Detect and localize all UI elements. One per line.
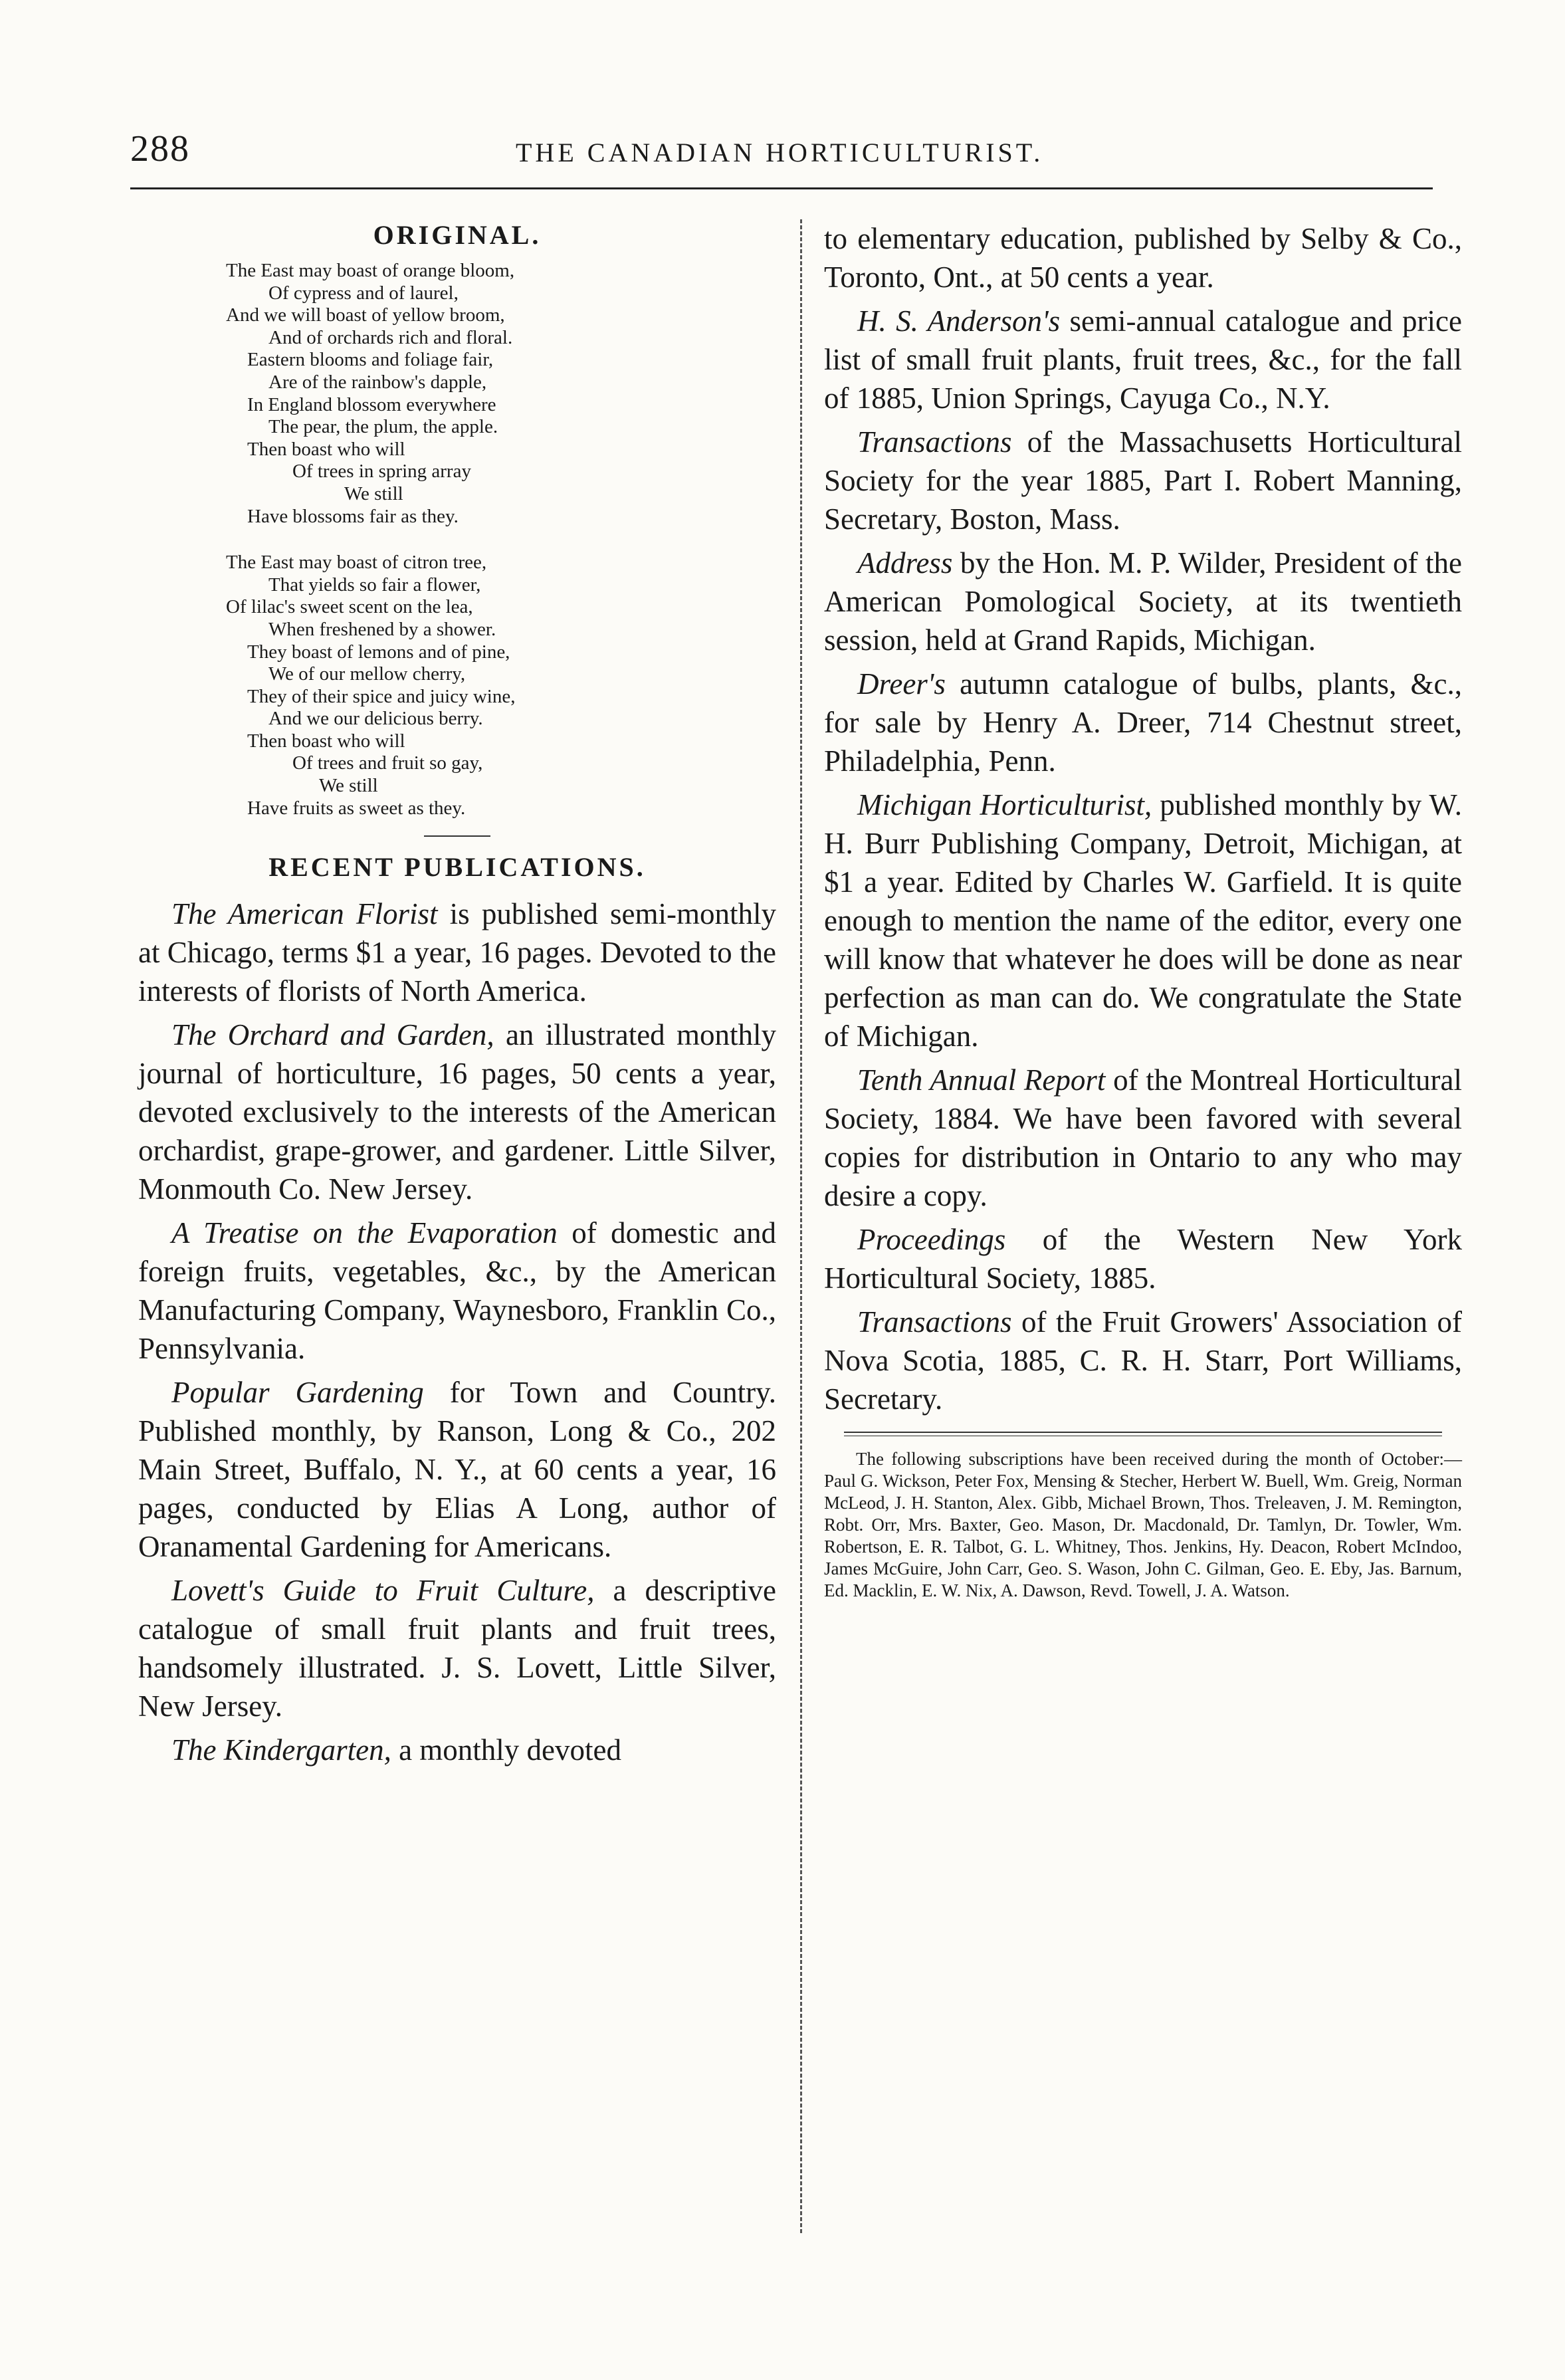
publication-text: autumn catalogue of bulbs, plants, &c., for sale by Henry A. Dreer, 714 Chestnut street, Philadelphia, Penn. xyxy=(824,667,1462,778)
publication-entry xyxy=(824,1303,1462,1418)
publication-entry-continued xyxy=(824,219,1462,296)
section-rule xyxy=(424,835,490,837)
poem-line: Then boast who will xyxy=(247,730,405,752)
publication-title: A Treatise on the Evaporation xyxy=(171,1216,558,1250)
publication-entry xyxy=(824,786,1462,1055)
page-header xyxy=(130,128,1433,181)
publication-title: H. S. Anderson's xyxy=(857,304,1061,338)
poem-line: And we our delicious berry. xyxy=(268,708,483,730)
poem-stanza-1 xyxy=(138,260,776,528)
publication-text: by the Hon. M. P. Wilder, President of the American Pomological Society, at its twentieth session, held at Grand Rapids, Michigan. xyxy=(824,546,1462,657)
poem-line: The pear, the plum, the apple. xyxy=(268,416,498,438)
publication-text: of the Montreal Horticultural Society, 1884. We have been favored with several copies for distribution in Ontario to any who may desire a copy. xyxy=(824,1063,1462,1212)
publication-text: an illustrated monthly journal of horticulture, 16 pages, 50 cents a year, devoted exclusively to the interests of the American orchardist, grape-grower, and gardener. Little Silver, Monmouth Co. New Jersey. xyxy=(138,1018,776,1206)
publication-text: semi-annual catalogue and price list of small fruit plants, fruit trees, &c., for the fall of 1885, Union Springs, Cayuga Co., N.Y. xyxy=(824,304,1462,415)
column-divider xyxy=(800,219,802,2233)
publication-entry xyxy=(824,544,1462,659)
poem-line: Of cypress and of laurel, xyxy=(268,282,459,304)
right-column xyxy=(824,219,1462,1602)
publication-entry xyxy=(824,1220,1462,1297)
publication-title: Transactions xyxy=(857,1305,1012,1339)
poem-line: Of trees and fruit so gay, xyxy=(292,752,483,774)
poem-line: And of orchards rich and floral. xyxy=(268,326,513,348)
publication-text: is published semi-monthly at Chicago, terms $1 a year, 16 pages. Devoted to the interests of florists of North America. xyxy=(138,897,776,1008)
poem-line: They of their spice and juicy wine, xyxy=(247,685,516,707)
poem-line: Of trees in spring array xyxy=(292,461,471,483)
publication-entry xyxy=(138,1016,776,1208)
poem-line: And we will boast of yellow broom, xyxy=(226,304,505,326)
publication-title: The Orchard and Garden, xyxy=(171,1018,494,1052)
poem-line: Of lilac's sweet scent on the lea, xyxy=(226,596,473,618)
publication-entry xyxy=(824,302,1462,417)
poem-line: We still xyxy=(344,483,403,504)
poem-line: Then boast who will xyxy=(247,438,405,460)
publication-entry xyxy=(138,1731,776,1769)
publication-entry xyxy=(138,1373,776,1566)
poem-line: We still xyxy=(319,775,378,797)
publication-title: Michigan Horticulturist, xyxy=(857,788,1152,821)
poem-line: In England blossom everywhere xyxy=(247,393,496,415)
publication-text: of the Fruit Growers' Association of Nova Scotia, 1885, C. R. H. Starr, Port Williams, Secretary. xyxy=(824,1305,1462,1416)
stanza-gap xyxy=(138,528,776,552)
publication-title: Proceedings xyxy=(857,1223,1006,1256)
publication-title: Address xyxy=(857,546,953,580)
poem-line: When freshened by a shower. xyxy=(268,618,496,640)
subscriptions-rule xyxy=(844,1432,1442,1436)
header-rule xyxy=(130,187,1433,189)
poem-stanza-2 xyxy=(138,552,776,819)
publication-title: Popular Gardening xyxy=(171,1376,424,1410)
poem-line: Have fruits as sweet as they. xyxy=(247,797,466,819)
publication-text: published monthly by W. H. Burr Publishing Company, Detroit, Michigan, at $1 a year. Edited by Charles W. Garfield. It is quite enough to mention the name of the editor, every one will know that whatever he does will be done as near perfection as man can do. We congratulate the State of Michigan. xyxy=(824,788,1462,1053)
publication-text: of the Massachusetts Horticultural Society for the year 1885, Part I. Robert Manning, Secretary, Boston, Mass. xyxy=(824,425,1462,536)
publication-title: Lovett's Guide to Fruit Culture, xyxy=(171,1574,595,1608)
publication-entry xyxy=(138,895,776,1010)
publication-entry xyxy=(138,1214,776,1368)
publication-entry xyxy=(138,1571,776,1725)
publication-entry xyxy=(824,665,1462,780)
poem-line: Are of the rainbow's dapple, xyxy=(268,371,487,393)
publication-title: Dreer's xyxy=(857,667,946,701)
publication-entry xyxy=(824,423,1462,538)
poem-line: They boast of lemons and of pine, xyxy=(247,641,510,663)
running-title: THE CANADIAN HORTICULTURIST. xyxy=(516,138,1044,167)
publication-text: for Town and Country. Published monthly, by Ranson, Long & Co., 202 Main Street, Buffalo, N. Y., at 60 cents a year, 16 pages, conducted by Elias A Long, author of Oranamental Gardening for Americans. xyxy=(138,1376,776,1564)
recent-publications-heading: RECENT PUBLICATIONS. xyxy=(268,852,646,883)
poem-line: Eastern blooms and foliage fair, xyxy=(247,349,494,371)
subscriptions-notice: The following subscriptions have been received during the month of October:—Paul G. Wickson, Peter Fox, Mensing & Stecher, Herbert W. Buell, Wm. Greig, Norman McLeod, J. H. Stanton, Alex. Gibb, Michael Brown, Thos. Treleaven, J. M. Remington, Robt. Orr, Mrs. Baxter, Geo. Mason, Dr. Macdonald, Dr. Tamlyn, Dr. Towler, Wm. Robertson, E. R. Talbot, G. L. Whitney, Thos. Jenkins, Hy. Deacon, Robert McIndoo, James McGuire, John Carr, Geo. S. Wason, John C. Gilman, Geo. E. Eby, Jas. Barnum, Ed. Macklin, E. W. Nix, A. Dawson, Revd. Towell, J. A. Watson. xyxy=(824,1449,1462,1600)
original-heading: ORIGINAL. xyxy=(373,220,542,250)
poem-line: The East may boast of orange bloom, xyxy=(226,260,515,281)
publication-title: The American Florist xyxy=(171,897,438,931)
publication-text: a monthly devoted xyxy=(391,1733,622,1767)
publication-text: a descriptive catalogue of small fruit plants and fruit trees, handsomely illustrated. J. S. Lovett, Little Silver, New Jersey. xyxy=(138,1574,776,1723)
page-number: 288 xyxy=(130,128,190,169)
poem-line: We of our mellow cherry, xyxy=(268,663,466,685)
left-column xyxy=(138,219,776,1775)
poem-line: That yields so fair a flower, xyxy=(268,574,481,595)
publication-text: of domestic and foreign fruits, vegetables, &c., by the American Manufacturing Company, Waynesboro, Franklin Co., Pennsylvania. xyxy=(138,1216,776,1366)
publication-text: to elementary education, published by Selby & Co., Toronto, Ont., at 50 cents a year. xyxy=(824,222,1462,294)
poem-line: Have blossoms fair as they. xyxy=(247,505,459,527)
publication-title: The Kindergarten, xyxy=(171,1733,391,1767)
poem xyxy=(138,260,776,819)
publication-title: Transactions xyxy=(857,425,1012,459)
publication-text: of the Western New York Horticultural Society, 1885. xyxy=(824,1223,1462,1295)
publication-title: Tenth Annual Report xyxy=(857,1063,1106,1097)
publication-entry xyxy=(824,1061,1462,1215)
poem-line: The East may boast of citron tree, xyxy=(226,552,487,574)
